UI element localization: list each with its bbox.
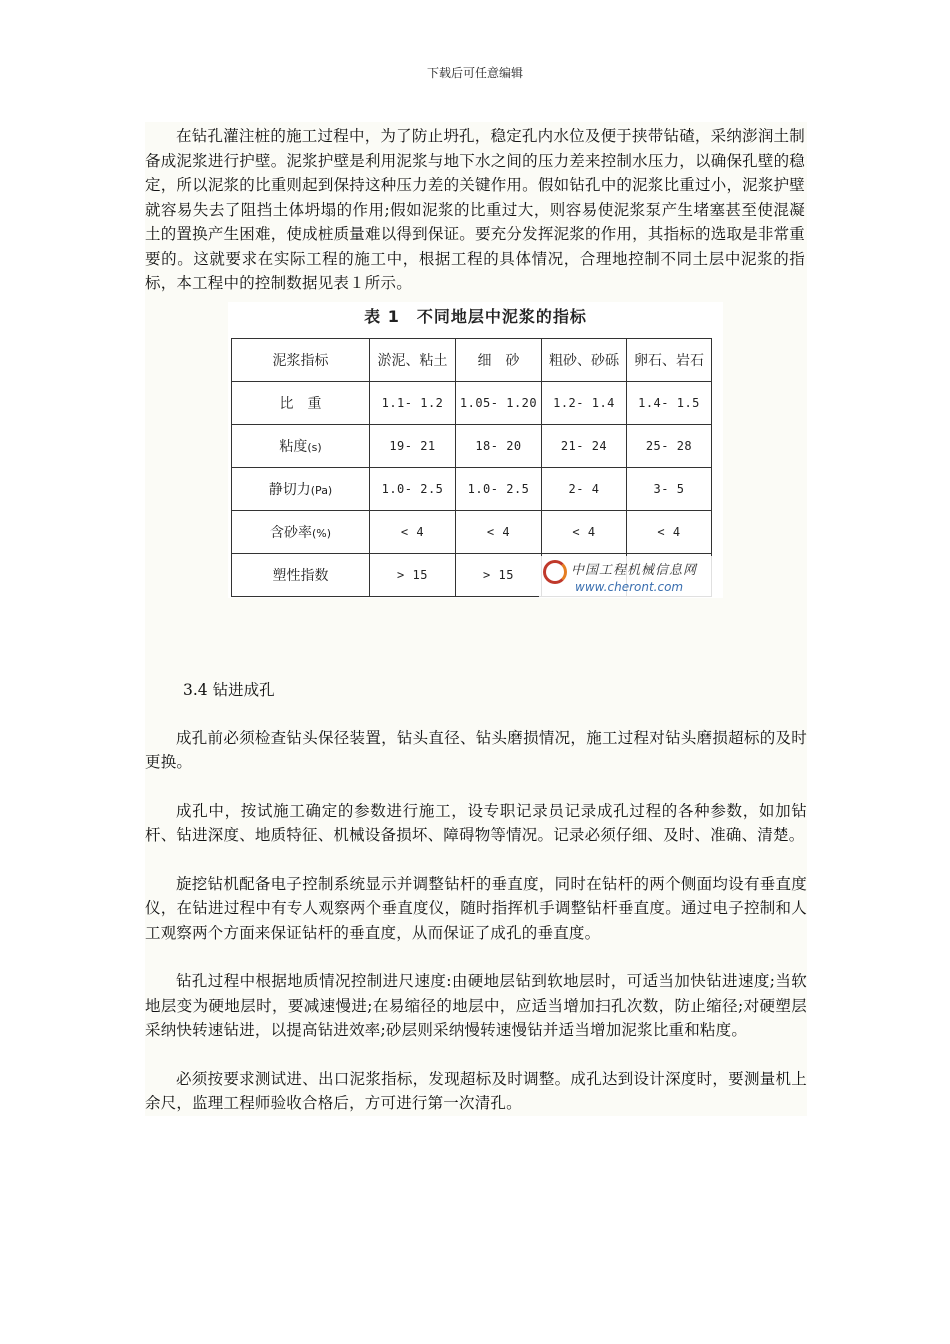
table-cell: > 15	[456, 553, 542, 596]
row-label: 比 重	[232, 381, 370, 424]
table-cell: 1.05- 1.20	[456, 381, 542, 424]
header-cell: 泥浆指标	[232, 338, 370, 381]
table-cell: < 4	[456, 510, 542, 553]
header-cell: 卵石、岩石	[627, 338, 712, 381]
row-label: 静切力(Pa)	[232, 467, 370, 510]
table-cell: 1.1- 1.2	[370, 381, 456, 424]
document-body	[145, 122, 807, 1116]
table-cell: < 4	[542, 510, 627, 553]
mud-index-table-figure	[228, 302, 723, 598]
table-cell: 1.4- 1.5	[627, 381, 712, 424]
table-cell: 3- 5	[627, 467, 712, 510]
table-row	[232, 510, 712, 553]
table-cell: 21- 24	[542, 424, 627, 467]
section-heading: 3.4 钻进成孔	[183, 680, 275, 699]
row-label: 塑性指数	[232, 553, 370, 596]
row-label: 含砂率(%)	[232, 510, 370, 553]
page-header-note: 下载后可任意编辑	[426, 66, 523, 80]
table-title: 表 1 不同地层中泥浆的指标	[364, 306, 587, 326]
body-paragraph: 成孔前必须检查钻头保径装置，钻头直径、钻头磨损情况，施工过程对钻头磨损超标的及时更换。	[145, 728, 807, 771]
intro-paragraph: 在钻孔灌注桩的施工过程中，为了防止坍孔，稳定孔内水位及便于挟带钻碴，采纳澎润土制备成泥浆进行护壁。泥浆护壁是利用泥浆与地下水之间的压力差来控制水压力，以确保孔壁的稳定，所以泥浆的比重则起到保持这种压力差的关键作用。假如钻孔中的泥浆比重过小，泥浆护壁就容易失去了阻挡土体坍塌的作用;假如泥浆的比重过大，则容易使泥浆泵产生堵塞甚至使混凝土的置换产生困难，使成桩质量难以得到保证。要充分发挥泥浆的作用，其指标的选取是非常重要的。这就要求在实际工程的施工中，根据工程的具体情况，合理地控制不同土层中泥浆的指标，本工程中的控制数据见表１所示。	[145, 127, 805, 292]
table-cell: 18- 20	[456, 424, 542, 467]
watermark-text: 中国工程机械信息网	[571, 562, 698, 578]
table-row	[232, 381, 712, 424]
table-row	[232, 424, 712, 467]
body-paragraph: 必须按要求测试进、出口泥浆指标，发现超标及时调整。成孔达到设计深度时，要测量机上余尺，监理工程师验收合格后，方可进行第一次清孔。	[145, 1069, 807, 1112]
table-cell: 1.0- 2.5	[456, 467, 542, 510]
watermark-url: www.cheront.com	[575, 579, 684, 594]
table-cell: 1.0- 2.5	[370, 467, 456, 510]
table-cell: < 4	[370, 510, 456, 553]
header-cell: 淤泥、粘土	[370, 338, 456, 381]
table-cell: 1.2- 1.4	[542, 381, 627, 424]
header-cell: 细 砂	[456, 338, 542, 381]
header-cell: 粗砂、砂砾	[542, 338, 627, 381]
table-cell: > 15	[370, 553, 456, 596]
table-cell: 19- 21	[370, 424, 456, 467]
body-paragraph: 成孔中，按试施工确定的参数进行施工，设专职记录员记录成孔过程的各种参数，如加钻杆、钻进深度、地质特征、机械设备损坏、障碍物等情况。记录必须仔细、及时、准确、清楚。	[145, 801, 807, 844]
table-cell: 25- 28	[627, 424, 712, 467]
row-label: 粘度(s)	[232, 424, 370, 467]
table-row	[232, 467, 712, 510]
table-cell: 2- 4	[542, 467, 627, 510]
watermark-logo-icon	[543, 560, 567, 584]
body-paragraph: 旋挖钻机配备电子控制系统显示并调整钻杆的垂直度，同时在钻杆的两个侧面均设有垂直度仪，在钻进过程中有专人观察两个垂直度仪，随时指挥机手调整钻杆垂直度。通过电子控制和人工观察两个方面来保证钻杆的垂直度，从而保证了成孔的垂直度。	[145, 874, 807, 942]
table-header-row	[232, 338, 712, 381]
site-watermark	[539, 556, 723, 598]
table-cell: < 4	[627, 510, 712, 553]
body-paragraph: 钻孔过程中根据地质情况控制进尺速度:由硬地层钻到软地层时，可适当加快钻进速度;当软地层变为硬地层时，要减速慢进;在易缩径的地层中，应适当增加扫孔次数，防止缩径;对硬塑层采纳快转速钻进，以提高钻进效率;砂层则采纳慢转速慢钻并适当增加泥浆比重和粘度。	[145, 972, 807, 1039]
